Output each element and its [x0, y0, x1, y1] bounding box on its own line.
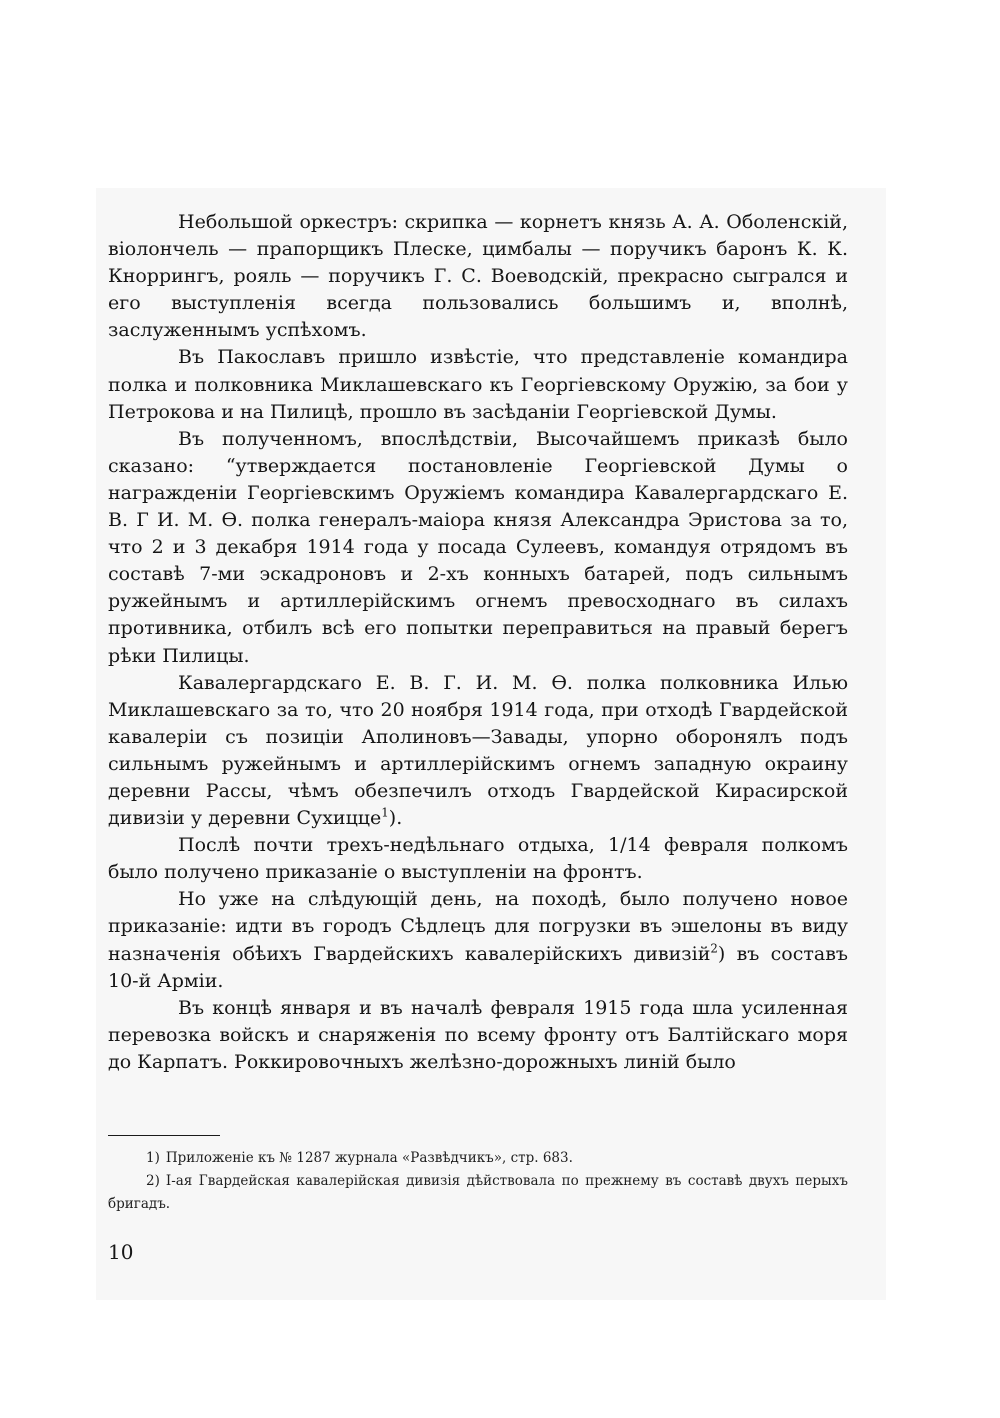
footnote-2	[108, 1170, 848, 1216]
paragraph-text: Послѣ почти трехъ-недѣльнаго отдыха, 1/14 февраля полкомъ было получено приказаніе о выступленіи на фронтъ.	[108, 834, 848, 884]
footnotes	[108, 1147, 848, 1216]
paragraph-text: Но уже на слѣдующій день, на походѣ, было получено новое приказаніе: идти въ городъ Сѣдлецъ для погрузки въ эшелоны въ виду назначенія обѣихъ Гвардейскихъ кавалерійскихъ дивизій	[108, 888, 848, 965]
paragraph-tail: ).	[388, 807, 403, 830]
footnote-divider	[108, 1135, 220, 1136]
footnote-mark: 2)	[146, 1173, 160, 1189]
footnote-1	[108, 1147, 848, 1170]
footnote-text: I-ая Гвардейская кавалерійская дивизія дѣйствовала по прежнему въ составѣ двухъ перыхъ бригадъ.	[108, 1173, 848, 1212]
paragraph-transport	[108, 995, 848, 1076]
paragraph-tail: ) въ составъ 10-й Арміи.	[108, 942, 849, 992]
paragraph-text: Въ Пакославъ пришло извѣстіе, что представленіе командира полка и полковника Миклашевскаго къ Георгіевскому Оружію, за бои у Петрокова и на Пилицѣ, прошло въ засѣданіи Георгіевской Думы.	[108, 346, 848, 423]
paragraph-text: Небольшой оркестръ: скрипка — корнетъ князь А. А. Оболенскій, віолончель — прапорщикъ Плеске, цимбалы — поручикъ баронъ К. К. Кноррингъ, рояль — поручикъ Г. С. Воеводскій, прекрасно сыгрался и его выступленія всегда пользовались большимъ и, вполнѣ, заслуженнымъ успѣхомъ.	[108, 211, 848, 342]
footnote-ref: 2	[710, 941, 718, 956]
paragraph-miklashevsky	[108, 670, 848, 833]
footnote-ref: 1	[381, 805, 389, 820]
paragraph-text: Въ концѣ января и въ началѣ февраля 1915 года шла усиленная перевозка войскъ и снаряженія по всему фронту отъ Балтійскаго моря до Карпатъ. Роккировочныхъ желѣзно-дорожныхъ линій было	[108, 996, 848, 1073]
paragraph-order	[108, 426, 848, 670]
paragraph-news	[108, 344, 848, 425]
body-text	[108, 209, 848, 1076]
paragraph-orchestra	[108, 209, 848, 344]
paragraph-new-order	[108, 886, 848, 994]
paragraph-text: Кавалергардскаго Е. В. Г. И. М. Ѳ. полка полковника Илью Миклашевскаго за то, что 20 ноября 1914 года, при отходѣ Гвардейской кавалеріи съ позиціи Аполиновъ—Завады, упорно оборонялъ подъ сильнымъ ружейнымъ и артиллерійскимъ огнемъ западную окраину деревни Рассы, чѣмъ обезпечилъ отходъ Гвардейской Кирасирской дивизіи у деревни Сухицце	[108, 671, 848, 830]
paragraph-text: Въ полученномъ, впослѣдствіи, Высочайшемъ приказѣ было сказано: “утверждается постановленіе Георгіевской Думы о награжденіи Георгіевскимъ Оружіемъ командира Кавалергардскаго Е. В. Г И. М. Ѳ. полка генералъ-маіора князя Александра Эристова за то, что 2 и 3 декабря 1914 года у посада Сулеевъ, командуя отрядомъ въ составѣ 7-ми эскадроновъ и 2-хъ конныхъ батарей, подъ сильнымъ ружейнымъ и артиллерійскимъ огнемъ превосходнаго въ силахъ противника, отбилъ всѣ его попытки переправиться на правый берегъ рѣки Пилицы.	[108, 427, 848, 667]
paragraph-rest	[108, 832, 848, 886]
footnote-mark: 1)	[146, 1150, 160, 1166]
footnote-text: Приложеніе къ № 1287 журнала «Развѣдчикъ», стр. 683.	[165, 1150, 573, 1166]
page-number: 10	[108, 1240, 134, 1264]
